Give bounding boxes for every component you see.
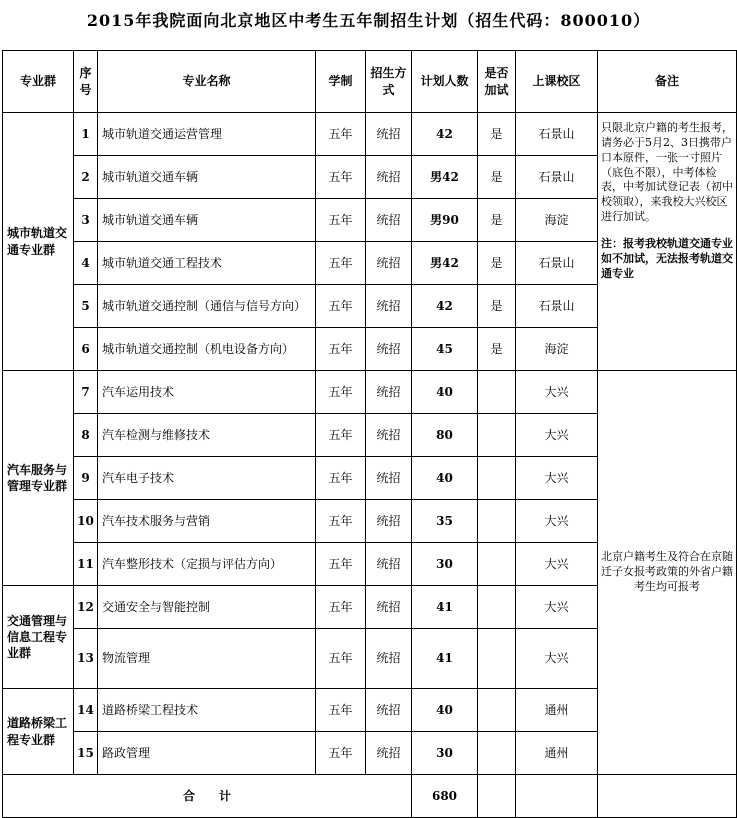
system-cell: 五年	[316, 285, 366, 328]
total-label: 合 计	[3, 775, 412, 818]
system-cell: 五年	[316, 689, 366, 732]
system-cell: 五年	[316, 543, 366, 586]
table-row	[3, 113, 737, 156]
seq-cell: 3	[74, 199, 98, 242]
total-remark-empty	[598, 775, 737, 818]
extra-test-cell	[478, 586, 516, 629]
system-cell: 五年	[316, 113, 366, 156]
seq-cell: 8	[74, 414, 98, 457]
major-name-cell: 城市轨道交通控制（通信与信号方向）	[98, 285, 316, 328]
count-cell: 42	[412, 285, 478, 328]
system-cell: 五年	[316, 328, 366, 371]
extra-test-cell	[478, 500, 516, 543]
mode-cell: 统招	[366, 543, 412, 586]
system-cell: 五年	[316, 457, 366, 500]
seq-cell: 12	[74, 586, 98, 629]
seq-cell: 5	[74, 285, 98, 328]
count-cell: 男90	[412, 199, 478, 242]
count-cell: 40	[412, 689, 478, 732]
count-cell: 80	[412, 414, 478, 457]
campus-cell: 通州	[516, 732, 598, 775]
system-cell: 五年	[316, 500, 366, 543]
enrollment-plan-table	[2, 50, 737, 818]
group-cell-traffic: 交通管理与信息工程专业群	[3, 586, 74, 689]
major-name-cell: 物流管理	[98, 629, 316, 689]
header-row	[3, 51, 737, 113]
campus-cell: 石景山	[516, 285, 598, 328]
seq-cell: 7	[74, 371, 98, 414]
remark-rail-note: 只限北京户籍的考生报考，请务必于5月2、3日携带户口本原件，一张一寸照片（底色不限），中考体检表，中考加试登记表（初中校领取），来我校大兴校区进行加试。	[601, 121, 733, 224]
major-name-cell: 城市轨道交通工程技术	[98, 242, 316, 285]
major-name-cell: 城市轨道交通运营管理	[98, 113, 316, 156]
system-cell: 五年	[316, 414, 366, 457]
total-count: 680	[412, 775, 478, 818]
major-name-cell: 汽车整形技术（定损与评估方向）	[98, 543, 316, 586]
mode-cell: 统招	[366, 586, 412, 629]
major-name-cell: 道路桥梁工程技术	[98, 689, 316, 732]
system-cell: 五年	[316, 242, 366, 285]
table-row	[3, 371, 737, 414]
count-cell: 41	[412, 586, 478, 629]
system-cell: 五年	[316, 732, 366, 775]
extra-test-cell	[478, 689, 516, 732]
mode-cell: 统招	[366, 457, 412, 500]
major-name-cell: 城市轨道交通控制（机电设备方向）	[98, 328, 316, 371]
campus-cell: 海淀	[516, 328, 598, 371]
count-cell: 40	[412, 457, 478, 500]
system-cell: 五年	[316, 371, 366, 414]
campus-cell: 大兴	[516, 500, 598, 543]
seq-cell: 2	[74, 156, 98, 199]
campus-cell: 通州	[516, 689, 598, 732]
extra-test-cell	[478, 414, 516, 457]
major-name-cell: 汽车技术服务与营销	[98, 500, 316, 543]
extra-test-cell: 是	[478, 285, 516, 328]
mode-cell: 统招	[366, 328, 412, 371]
total-campus-empty	[516, 775, 598, 818]
mode-cell: 统招	[366, 629, 412, 689]
page-title: 2015年我院面向北京地区中考生五年制招生计划（招生代码：800010）	[86, 11, 651, 30]
seq-cell: 13	[74, 629, 98, 689]
mode-cell: 统招	[366, 732, 412, 775]
campus-cell: 大兴	[516, 457, 598, 500]
campus-cell: 石景山	[516, 156, 598, 199]
seq-cell: 1	[74, 113, 98, 156]
system-cell: 五年	[316, 629, 366, 689]
major-name-cell: 城市轨道交通车辆	[98, 199, 316, 242]
major-name-cell: 汽车运用技术	[98, 371, 316, 414]
count-cell: 42	[412, 113, 478, 156]
header-mode: 招生方式	[366, 51, 412, 113]
extra-test-cell	[478, 629, 516, 689]
campus-cell: 大兴	[516, 414, 598, 457]
extra-test-cell	[478, 732, 516, 775]
campus-cell: 大兴	[516, 629, 598, 689]
header-extra: 是否加试	[478, 51, 516, 113]
remark-rail-warning: 注：报考我校轨道交通专业如不加试，无法报考轨道交通专业	[601, 236, 733, 280]
mode-cell: 统招	[366, 371, 412, 414]
total-extra-empty	[478, 775, 516, 818]
total-row	[3, 775, 737, 818]
extra-test-cell: 是	[478, 156, 516, 199]
extra-test-cell	[478, 371, 516, 414]
header-seq: 序号	[74, 51, 98, 113]
seq-cell: 15	[74, 732, 98, 775]
mode-cell: 统招	[366, 285, 412, 328]
header-count: 计划人数	[412, 51, 478, 113]
seq-cell: 11	[74, 543, 98, 586]
seq-cell: 4	[74, 242, 98, 285]
mode-cell: 统招	[366, 689, 412, 732]
campus-cell: 大兴	[516, 586, 598, 629]
major-name-cell: 路政管理	[98, 732, 316, 775]
campus-cell: 石景山	[516, 113, 598, 156]
seq-cell: 10	[74, 500, 98, 543]
extra-test-cell: 是	[478, 328, 516, 371]
major-name-cell: 汽车电子技术	[98, 457, 316, 500]
header-group: 专业群	[3, 51, 74, 113]
mode-cell: 统招	[366, 500, 412, 543]
extra-test-cell: 是	[478, 113, 516, 156]
remark-cell-rail	[598, 113, 737, 371]
count-cell: 45	[412, 328, 478, 371]
header-system: 学制	[316, 51, 366, 113]
major-name-cell: 城市轨道交通车辆	[98, 156, 316, 199]
major-name-cell: 汽车检测与维修技术	[98, 414, 316, 457]
count-cell: 30	[412, 543, 478, 586]
mode-cell: 统招	[366, 113, 412, 156]
campus-cell: 海淀	[516, 199, 598, 242]
header-campus: 上课校区	[516, 51, 598, 113]
count-cell: 男42	[412, 156, 478, 199]
seq-cell: 9	[74, 457, 98, 500]
system-cell: 五年	[316, 586, 366, 629]
system-cell: 五年	[316, 199, 366, 242]
count-cell: 30	[412, 732, 478, 775]
count-cell: 男42	[412, 242, 478, 285]
count-cell: 41	[412, 629, 478, 689]
mode-cell: 统招	[366, 199, 412, 242]
header-name: 专业名称	[98, 51, 316, 113]
campus-cell: 石景山	[516, 242, 598, 285]
extra-test-cell	[478, 543, 516, 586]
seq-cell: 14	[74, 689, 98, 732]
group-cell-auto: 汽车服务与管理专业群	[3, 371, 74, 586]
mode-cell: 统招	[366, 414, 412, 457]
extra-test-cell: 是	[478, 242, 516, 285]
system-cell: 五年	[316, 156, 366, 199]
extra-test-cell	[478, 457, 516, 500]
group-cell-road: 道路桥梁工程专业群	[3, 689, 74, 775]
seq-cell: 6	[74, 328, 98, 371]
campus-cell: 大兴	[516, 543, 598, 586]
mode-cell: 统招	[366, 242, 412, 285]
count-cell: 35	[412, 500, 478, 543]
header-remark: 备注	[598, 51, 737, 113]
campus-cell: 大兴	[516, 371, 598, 414]
major-name-cell: 交通安全与智能控制	[98, 586, 316, 629]
remark-cell-other: 北京户籍考生及符合在京随迁子女报考政策的外省户籍考生均可报考	[598, 371, 737, 775]
extra-test-cell: 是	[478, 199, 516, 242]
group-cell-rail: 城市轨道交通专业群	[3, 113, 74, 371]
mode-cell: 统招	[366, 156, 412, 199]
count-cell: 40	[412, 371, 478, 414]
